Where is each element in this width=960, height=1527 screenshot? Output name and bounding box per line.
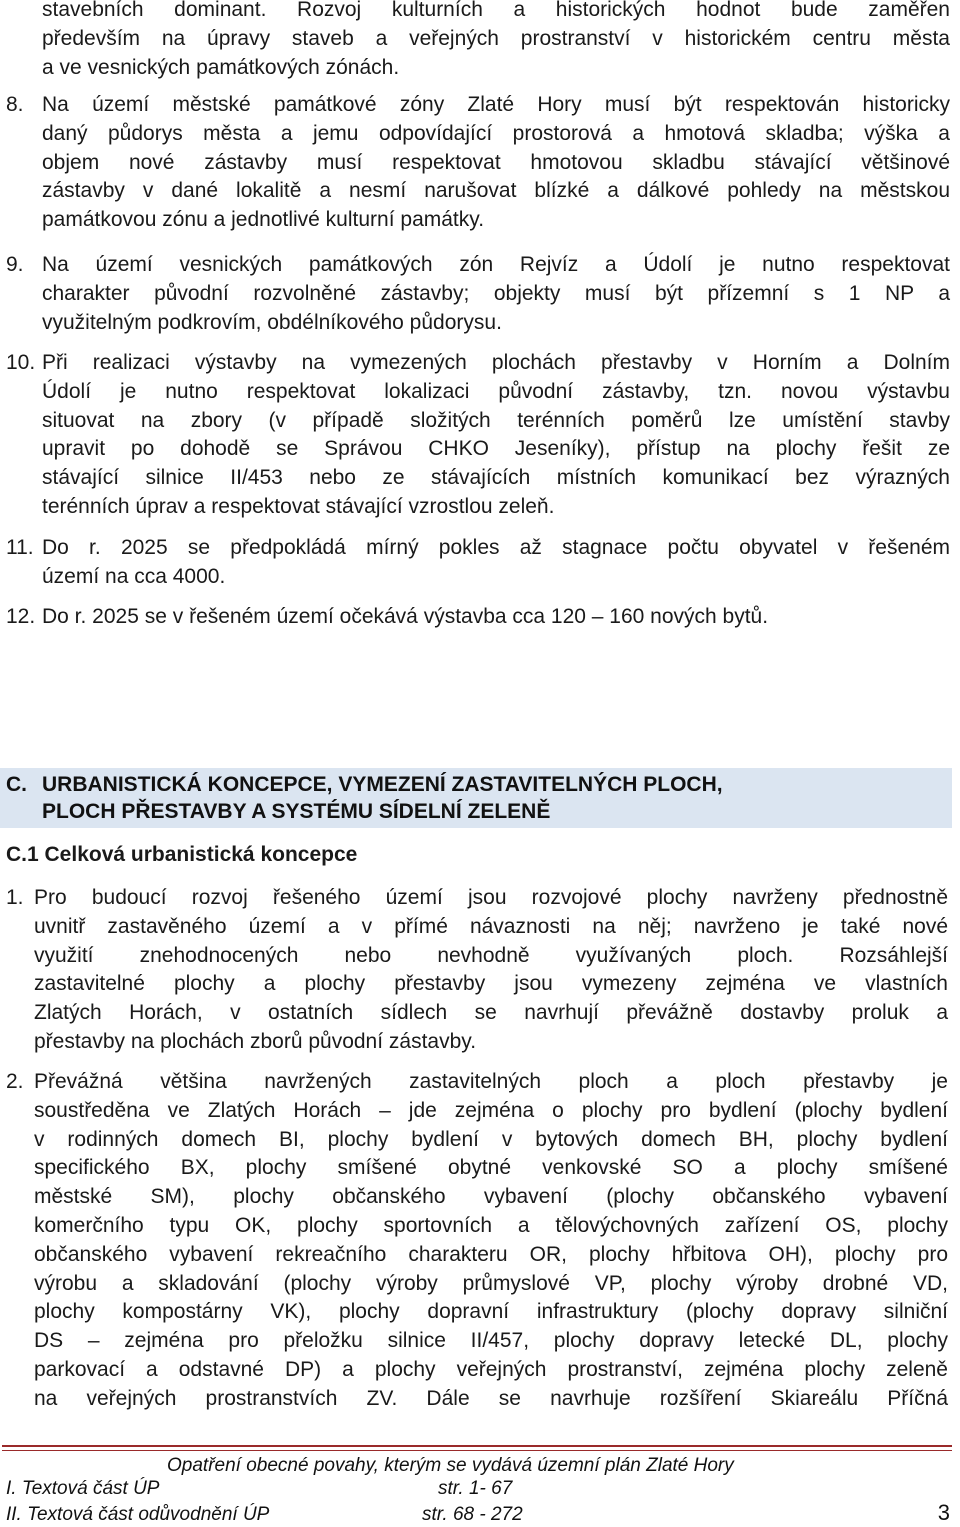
text-line: soustředěna ve Zlatých Horách – jde zejména o plochy pro bydlení (plochy bydlení bbox=[34, 1098, 948, 1122]
text-line: stávající silnice II/453 nebo ze stávajících místních komunikací bez výrazných bbox=[42, 466, 950, 490]
text-line: Převážná většina navržených zastavitelných ploch a ploch přestavby je bbox=[34, 1070, 948, 1093]
text-line: a ve vesnických památkových zónách. bbox=[42, 55, 400, 79]
text-line: daný půdorys města a jemu odpovídající prostorová a hmotová skladba; výška a bbox=[42, 121, 950, 145]
text-line: Při realizaci výstavby na vymezených plochách přestavby v Horním a Dolním bbox=[42, 351, 950, 374]
list-item bbox=[34, 884, 948, 1057]
text-line: plochy kompostárny VK), plochy dopravní infrastruktury (plochy dopravy silniční bbox=[34, 1300, 948, 1324]
list-item bbox=[42, 603, 950, 632]
footer-rule-thick bbox=[2, 1445, 952, 1447]
footer-rule-thin bbox=[2, 1450, 952, 1451]
section-title-line1: URBANISTICKÁ KONCEPCE, VYMEZENÍ ZASTAVITELNÝCH PLOCH, bbox=[42, 773, 723, 796]
text-line: situovat na zbory (v případě složitých terénních poměrů lze umístění stavby bbox=[42, 408, 950, 432]
text-line: výrobu a skladování (plochy výroby průmyslové VP, plochy výroby drobné VD, bbox=[34, 1271, 948, 1295]
text-line: využití znehodnocených nebo nevhodně využívaných ploch. Rozsáhlejší bbox=[34, 943, 948, 967]
text-line: Na území vesnických památkových zón Rejvíz a Údolí je nutno respektovat bbox=[42, 253, 950, 276]
text-line: Na území městské památkové zóny Zlaté Hory musí být respektován historicky bbox=[42, 93, 950, 116]
text-line: zastavitelné plochy a plochy přestavby jsou vymezeny zejména ve vlastních bbox=[34, 972, 948, 996]
footer-part2-pages: str. 68 - 272 bbox=[422, 1504, 523, 1525]
text-line: parkovací a odstavné DP) a plochy veřejných prostranství, zejména plochy zeleně bbox=[34, 1357, 948, 1381]
list-item bbox=[42, 251, 950, 337]
list-item bbox=[42, 534, 950, 592]
list-item bbox=[42, 91, 950, 235]
footer-title: Opatření obecné povahy, kterým se vydává územní plán Zlaté Hory bbox=[167, 1455, 734, 1476]
text-line: upravit po dohodě se Správou CHKO Jeseníky), přístup na plochy řešit ze bbox=[42, 437, 950, 461]
text-line: zástavby v dané lokalitě a nesmí narušovat blízké a dálkové pohledy na městskou bbox=[42, 179, 950, 203]
item-number: 12. bbox=[6, 605, 36, 628]
text-line: památkovou zónu a jednotlivé kulturní památky. bbox=[42, 208, 485, 232]
text-line: terénních úprav a respektovat stávající vzrostlou zeleň. bbox=[42, 494, 555, 518]
section-title-line2: PLOCH PŘESTAVBY A SYSTÉMU SÍDELNÍ ZELENĚ bbox=[42, 800, 551, 823]
text-line: v rodinných domech BI, plochy bydlení v bytových domech BH, plochy bydlení bbox=[34, 1127, 948, 1151]
item-number: 2. bbox=[6, 1070, 24, 1093]
text-line: Do r. 2025 se předpokládá mírný pokles až stagnace počtu obyvatel v řešeném bbox=[42, 536, 950, 559]
item-number: 1. bbox=[6, 886, 24, 909]
text-line: komerčního typu OK, plochy sportovních a tělovýchovných zařízení OS, plochy bbox=[34, 1213, 948, 1237]
text-line: Zlatých Horách, v ostatních sídlech se navrhují převážně dostavby proluk a bbox=[34, 1001, 948, 1025]
text-line: využitelným podkrovím, obdélníkového půdorysu. bbox=[42, 310, 502, 334]
text-line: na veřejných prostranstvích ZV. Dále se navrhuje rozšíření Skiareálu Příčná bbox=[34, 1386, 948, 1410]
text-line: charakter původní rozvolněné zástavby; objekty musí být přízemní s 1 NP a bbox=[42, 281, 950, 305]
text-line: území na cca 4000. bbox=[42, 564, 226, 588]
text-line: uvnitř zastavěného území a v přímé návaznosti na něj; navrženo je také nové bbox=[34, 914, 948, 938]
section-heading bbox=[0, 768, 952, 828]
text-line: městské SM), plochy občanského vybavení (plochy občanského vybavení bbox=[34, 1185, 948, 1209]
subsection-heading: C.1 Celková urbanistická koncepce bbox=[6, 843, 358, 866]
intro-paragraph bbox=[42, 0, 950, 82]
text-line: Údolí je nutno respektovat lokalizaci původní zástavby, tzn. novou výstavbu bbox=[42, 379, 950, 403]
text-line: Do r. 2025 se v řešeném území očekává výstavba cca 120 – 160 nových bytů. bbox=[42, 605, 769, 628]
item-number: 10. bbox=[6, 351, 36, 374]
page-number: 3 bbox=[937, 1500, 950, 1525]
text-line: DS – zejména pro přeložku silnice II/457, plochy dopravy letecké DL, plochy bbox=[34, 1329, 948, 1353]
item-number: 9. bbox=[6, 253, 24, 276]
footer-part1-pages: str. 1- 67 bbox=[438, 1478, 513, 1499]
text-line: občanského vybavení rekreačního charakteru OR, plochy hřbitova OH), plochy pro bbox=[34, 1242, 948, 1266]
list-item bbox=[34, 1068, 948, 1414]
text-line: objem nové zástavby musí respektovat hmotovou skladbu stávající většinové bbox=[42, 150, 950, 174]
list-item bbox=[42, 349, 950, 522]
footer-part2-label: II. Textová část odůvodnění ÚP bbox=[6, 1504, 270, 1525]
text-line: přestavby na plochách zborů původní zástavby. bbox=[34, 1029, 477, 1053]
text-line: specifického BX, plochy smíšené obytné venkovské SO a plochy smíšené bbox=[34, 1156, 948, 1180]
item-number: 8. bbox=[6, 93, 24, 116]
text-line: stavebních dominant. Rozvoj kulturních a historických hodnot bude zaměřen bbox=[42, 0, 950, 21]
footer-part1-label: I. Textová část ÚP bbox=[6, 1478, 160, 1499]
section-letter: C. bbox=[6, 773, 27, 796]
text-line: Pro budoucí rozvoj řešeného území jsou rozvojové plochy navrženy přednostně bbox=[34, 886, 948, 909]
item-number: 11. bbox=[6, 536, 34, 559]
text-line: především na úpravy staveb a veřejných prostranství v historickém centru města bbox=[42, 26, 950, 50]
